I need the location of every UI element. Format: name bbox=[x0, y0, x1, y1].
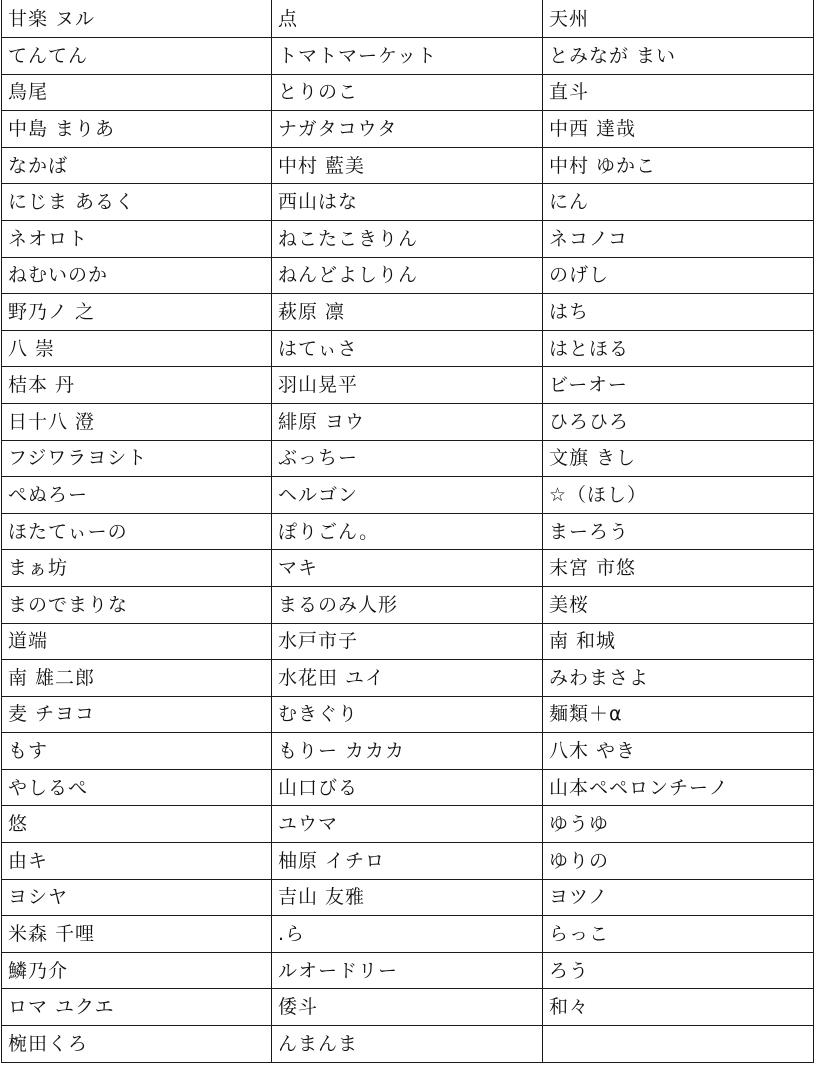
table-cell: 西山はな bbox=[272, 184, 543, 221]
table-cell: はてぃさ bbox=[272, 330, 543, 367]
table-cell: ビーオー bbox=[543, 367, 814, 404]
table-cell: のげし bbox=[543, 257, 814, 294]
table-cell: ゆりの bbox=[543, 843, 814, 880]
table-cell: ルオードリー bbox=[272, 952, 543, 989]
table-cell: 鳥尾 bbox=[2, 74, 272, 111]
table-cell: 悠 bbox=[2, 806, 272, 843]
names-table-body bbox=[2, 0, 814, 1062]
table-cell: ヨシヤ bbox=[2, 879, 272, 916]
table-row bbox=[2, 550, 814, 587]
table-row bbox=[2, 403, 814, 440]
table-cell: 山口びる bbox=[272, 769, 543, 806]
table-cell: 水戸市子 bbox=[272, 623, 543, 660]
table-cell: ヘルゴン bbox=[272, 477, 543, 514]
table-cell: はとほる bbox=[543, 330, 814, 367]
table-cell: トマトマーケット bbox=[272, 38, 543, 75]
table-cell: ねんどよしりん bbox=[272, 257, 543, 294]
table-cell: なかば bbox=[2, 147, 272, 184]
table-cell: 点 bbox=[272, 0, 543, 38]
table-cell: とみなが まい bbox=[543, 38, 814, 75]
table-cell: ☆（ほし） bbox=[543, 477, 814, 514]
table-row bbox=[2, 440, 814, 477]
table-cell: マキ bbox=[272, 550, 543, 587]
table-cell: ほたてぃーの bbox=[2, 513, 272, 550]
table-cell: ねむいのか bbox=[2, 257, 272, 294]
table-cell: もりー カカカ bbox=[272, 733, 543, 770]
table-cell: 末宮 市悠 bbox=[543, 550, 814, 587]
table-cell: 山本ペペロンチーノ bbox=[543, 769, 814, 806]
table-row bbox=[2, 1026, 814, 1063]
table-cell: 椀田くろ bbox=[2, 1026, 272, 1063]
table-cell: らっこ bbox=[543, 916, 814, 953]
table-cell: 美桜 bbox=[543, 586, 814, 623]
table-row bbox=[2, 586, 814, 623]
table-cell: 緋原 ヨウ bbox=[272, 403, 543, 440]
table-cell: まぁ坊 bbox=[2, 550, 272, 587]
table-row bbox=[2, 696, 814, 733]
table-cell: みわまさよ bbox=[543, 660, 814, 697]
table-row bbox=[2, 623, 814, 660]
table-cell: にじま あるく bbox=[2, 184, 272, 221]
table-row bbox=[2, 916, 814, 953]
table-cell: もす bbox=[2, 733, 272, 770]
table-cell: 南 和城 bbox=[543, 623, 814, 660]
table-row bbox=[2, 806, 814, 843]
table-cell: てんてん bbox=[2, 38, 272, 75]
table-cell: 和々 bbox=[543, 989, 814, 1026]
table-row bbox=[2, 513, 814, 550]
table-row bbox=[2, 733, 814, 770]
table-cell: ヨツノ bbox=[543, 879, 814, 916]
table-row bbox=[2, 38, 814, 75]
table-cell: 野乃ノ 之 bbox=[2, 294, 272, 331]
table-cell: ネコノコ bbox=[543, 220, 814, 257]
table-cell: 水花田 ユイ bbox=[272, 660, 543, 697]
table-cell: ぽりごん。 bbox=[272, 513, 543, 550]
table-cell: ろう bbox=[543, 952, 814, 989]
table-cell: 中村 ゆかこ bbox=[543, 147, 814, 184]
table-cell: 柚原 イチロ bbox=[272, 843, 543, 880]
table-row bbox=[2, 184, 814, 221]
table-cell: 中西 達哉 bbox=[543, 111, 814, 148]
table-row bbox=[2, 147, 814, 184]
names-table bbox=[1, 0, 814, 1063]
table-row bbox=[2, 769, 814, 806]
table-row bbox=[2, 843, 814, 880]
table-cell: やしるぺ bbox=[2, 769, 272, 806]
table-cell: むきぐり bbox=[272, 696, 543, 733]
table-cell: 鱗乃介 bbox=[2, 952, 272, 989]
table-row bbox=[2, 257, 814, 294]
table-cell: 萩原 凛 bbox=[272, 294, 543, 331]
table-cell: 倭斗 bbox=[272, 989, 543, 1026]
table-row bbox=[2, 879, 814, 916]
table-cell: 米森 千哩 bbox=[2, 916, 272, 953]
table-cell: んまんま bbox=[272, 1026, 543, 1063]
table-cell: ナガタコウタ bbox=[272, 111, 543, 148]
table-cell: ネオロト bbox=[2, 220, 272, 257]
table-cell: 桔本 丹 bbox=[2, 367, 272, 404]
table-cell: 直斗 bbox=[543, 74, 814, 111]
table-cell: まのでまりな bbox=[2, 586, 272, 623]
table-cell: 由キ bbox=[2, 843, 272, 880]
table-cell: 中島 まりあ bbox=[2, 111, 272, 148]
table-row bbox=[2, 330, 814, 367]
table-cell: 日十八 澄 bbox=[2, 403, 272, 440]
table-cell: 文旗 きし bbox=[543, 440, 814, 477]
table-row bbox=[2, 989, 814, 1026]
table-cell: 中村 藍美 bbox=[272, 147, 543, 184]
table-row bbox=[2, 111, 814, 148]
table-cell: ねこたこきりん bbox=[272, 220, 543, 257]
table-row bbox=[2, 367, 814, 404]
table-cell: ぺぬろー bbox=[2, 477, 272, 514]
table-row bbox=[2, 660, 814, 697]
table-cell: ひろひろ bbox=[543, 403, 814, 440]
table-cell: 麺類＋α bbox=[543, 696, 814, 733]
names-sheet bbox=[1, 0, 813, 1063]
table-cell: はち bbox=[543, 294, 814, 331]
table-cell: とりのこ bbox=[272, 74, 543, 111]
table-cell: 道端 bbox=[2, 623, 272, 660]
table-cell: ぶっちー bbox=[272, 440, 543, 477]
table-cell: ユウマ bbox=[272, 806, 543, 843]
table-cell: にん bbox=[543, 184, 814, 221]
table-cell: .ら bbox=[272, 916, 543, 953]
table-cell: 八 崇 bbox=[2, 330, 272, 367]
table-cell: 甘楽 ヌル bbox=[2, 0, 272, 38]
table-cell: 羽山晃平 bbox=[272, 367, 543, 404]
table-row bbox=[2, 477, 814, 514]
table-cell: まるのみ人形 bbox=[272, 586, 543, 623]
table-row bbox=[2, 0, 814, 38]
table-cell: ロマ ユクエ bbox=[2, 989, 272, 1026]
table-cell: まーろう bbox=[543, 513, 814, 550]
table-row bbox=[2, 294, 814, 331]
table-cell bbox=[543, 1026, 814, 1063]
table-cell: 吉山 友雅 bbox=[272, 879, 543, 916]
table-row bbox=[2, 74, 814, 111]
table-cell: フジワラヨシト bbox=[2, 440, 272, 477]
table-cell: ゆうゆ bbox=[543, 806, 814, 843]
table-cell: 南 雄二郎 bbox=[2, 660, 272, 697]
table-cell: 天州 bbox=[543, 0, 814, 38]
table-row bbox=[2, 220, 814, 257]
table-cell: 麦 チヨコ bbox=[2, 696, 272, 733]
table-cell: 八木 やき bbox=[543, 733, 814, 770]
table-row bbox=[2, 952, 814, 989]
